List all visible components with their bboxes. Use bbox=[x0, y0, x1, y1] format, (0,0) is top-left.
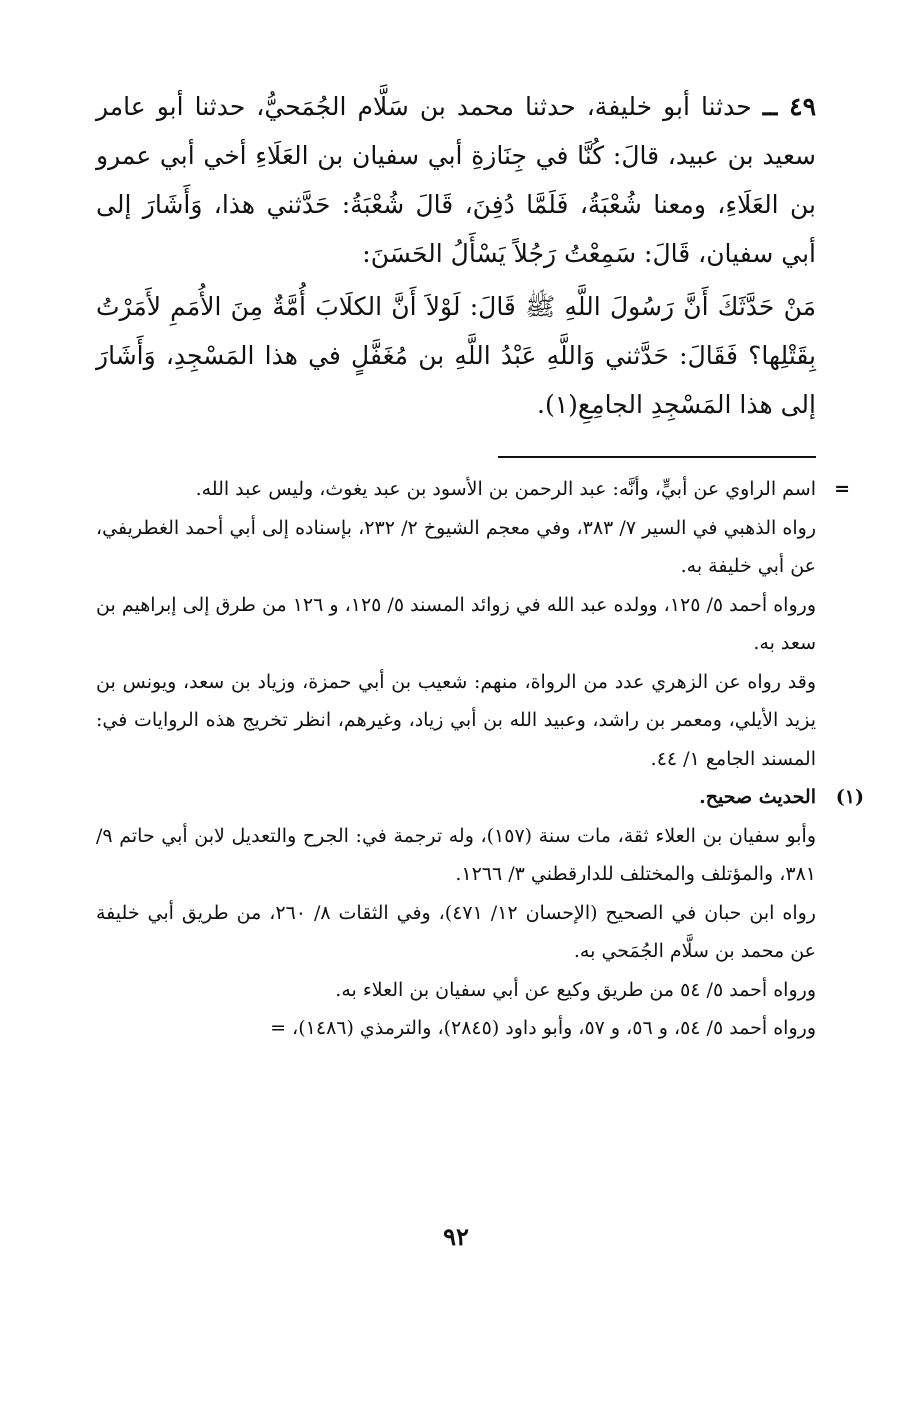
footnotes bbox=[96, 470, 864, 1048]
footnote-continuation-1 bbox=[96, 470, 850, 509]
hadith-matn: مَنْ حَدَّثَكَ أَنَّ رَسُولَ اللَّهِ ﷺ قَالَ: لَوْلاَ أَنَّ الكلَابَ أُمَّةٌ مِنَ الأُمَمِ لأَمَرْتُ بِقَتْلِها؟ فَقَالَ: حَدَّثني وَاللَّهِ عَبْدُ اللَّهِ بن مُغَفَّلٍ في هذا المَسْجِدِ، وَأَشَارَ إلى هذا المَسْجِدِ الجامِعِ bbox=[96, 292, 816, 419]
hadith-number: ٤٩ ــ bbox=[762, 92, 816, 121]
footnote-1-paragraph-1: وأبو سفيان بن العلاء ثقة، مات سنة (١٥٧)، وله ترجمة في: الجرح والتعديل لابن أبي حاتم ٩/ ٣٨١، والمؤتلف والمختلف للدارقطني ٣/ ١٢٦٦. bbox=[96, 824, 816, 885]
continuation-mark: = bbox=[834, 478, 850, 500]
footnote-1-number: (١) bbox=[835, 786, 864, 808]
footnote-text: اسم الراوي عن أبيٍّ، وأنَّه: عبد الرحمن بن الأسود بن عبد يغوث، وليس عبد الله. bbox=[195, 478, 816, 500]
footnote-divider bbox=[498, 456, 816, 458]
footnote-1-paragraph-3: ورواه أحمد ٥/ ٥٤ من طريق وكيع عن أبي سفيان بن العلاء به. bbox=[335, 978, 816, 1001]
hadith-isnad: حدثنا أبو خليفة، حدثنا محمد بن سَلَّام الجُمَحيُّ، حدثنا أبو عامر سعيد بن عبيد، قالَ: كُنَّا في جِنَازةِ أبي سفيان بن العَلَاءِ أخي أبي عمرو بن العَلَاءِ، ومعنا شُعْبَةُ، فَلَمَّا دُفِنَ، قَالَ شُعْبَةُ: حَدَّثني هذا، وَأَشَارَ إلى أبي سفيان، قَالَ: سَمِعْتُ رَجُلاً يَسْأَلُ الحَسَنَ: bbox=[96, 92, 816, 268]
footnote-1-paragraph-4: ورواه أحمد ٥/ ٥٤، و ٥٦، و ٥٧، وأبو داود (٢٨٤٥)، والترمذي (١٤٨٦)، = bbox=[270, 1017, 816, 1039]
footnote-reference: (١). bbox=[537, 390, 578, 419]
hadith-text bbox=[96, 82, 816, 433]
footnote-1-heading bbox=[96, 778, 864, 817]
hadith-paragraph-2 bbox=[96, 282, 816, 429]
hadith-paragraph-1 bbox=[96, 82, 816, 278]
footnote-continuation-3: ورواه أحمد ٥/ ١٢٥، وولده عبد الله في زوائد المسند ٥/ ١٢٥، و ١٢٦ من طرق إلى إبراهيم بن سعد به. bbox=[96, 593, 816, 654]
footnote-1-grade: الحديث صحيح. bbox=[699, 786, 816, 808]
page-number: ٩٢ bbox=[443, 1222, 469, 1251]
footnote-continuation-4: وقد رواه عن الزهري عدد من الرواة، منهم: شعيب بن أبي حمزة، وزياد بن سعد، ويونس بن يزيد الأيلي، ومعمر بن راشد، وعبيد الله بن أبي زياد، وغيرهم، انظر تخريج هذه الروايات في: المسند الجامع ١/ ٤٤. bbox=[96, 670, 816, 770]
footnote-1-paragraph-2: رواه ابن حبان في الصحيح (الإحسان ١٢/ ٤٧١)، وفي الثقات ٨/ ٢٦٠، من طريق أبي خليفة عن محمد بن سلَّام الجُمَحي به. bbox=[96, 901, 816, 962]
footnote-continuation-2: رواه الذهبي في السير ٧/ ٣٨٣، وفي معجم الشيوخ ٢/ ٢٣٢، بإسناده إلى أبي أحمد الغطريفي، عن أبي خليفة به. bbox=[96, 516, 817, 577]
